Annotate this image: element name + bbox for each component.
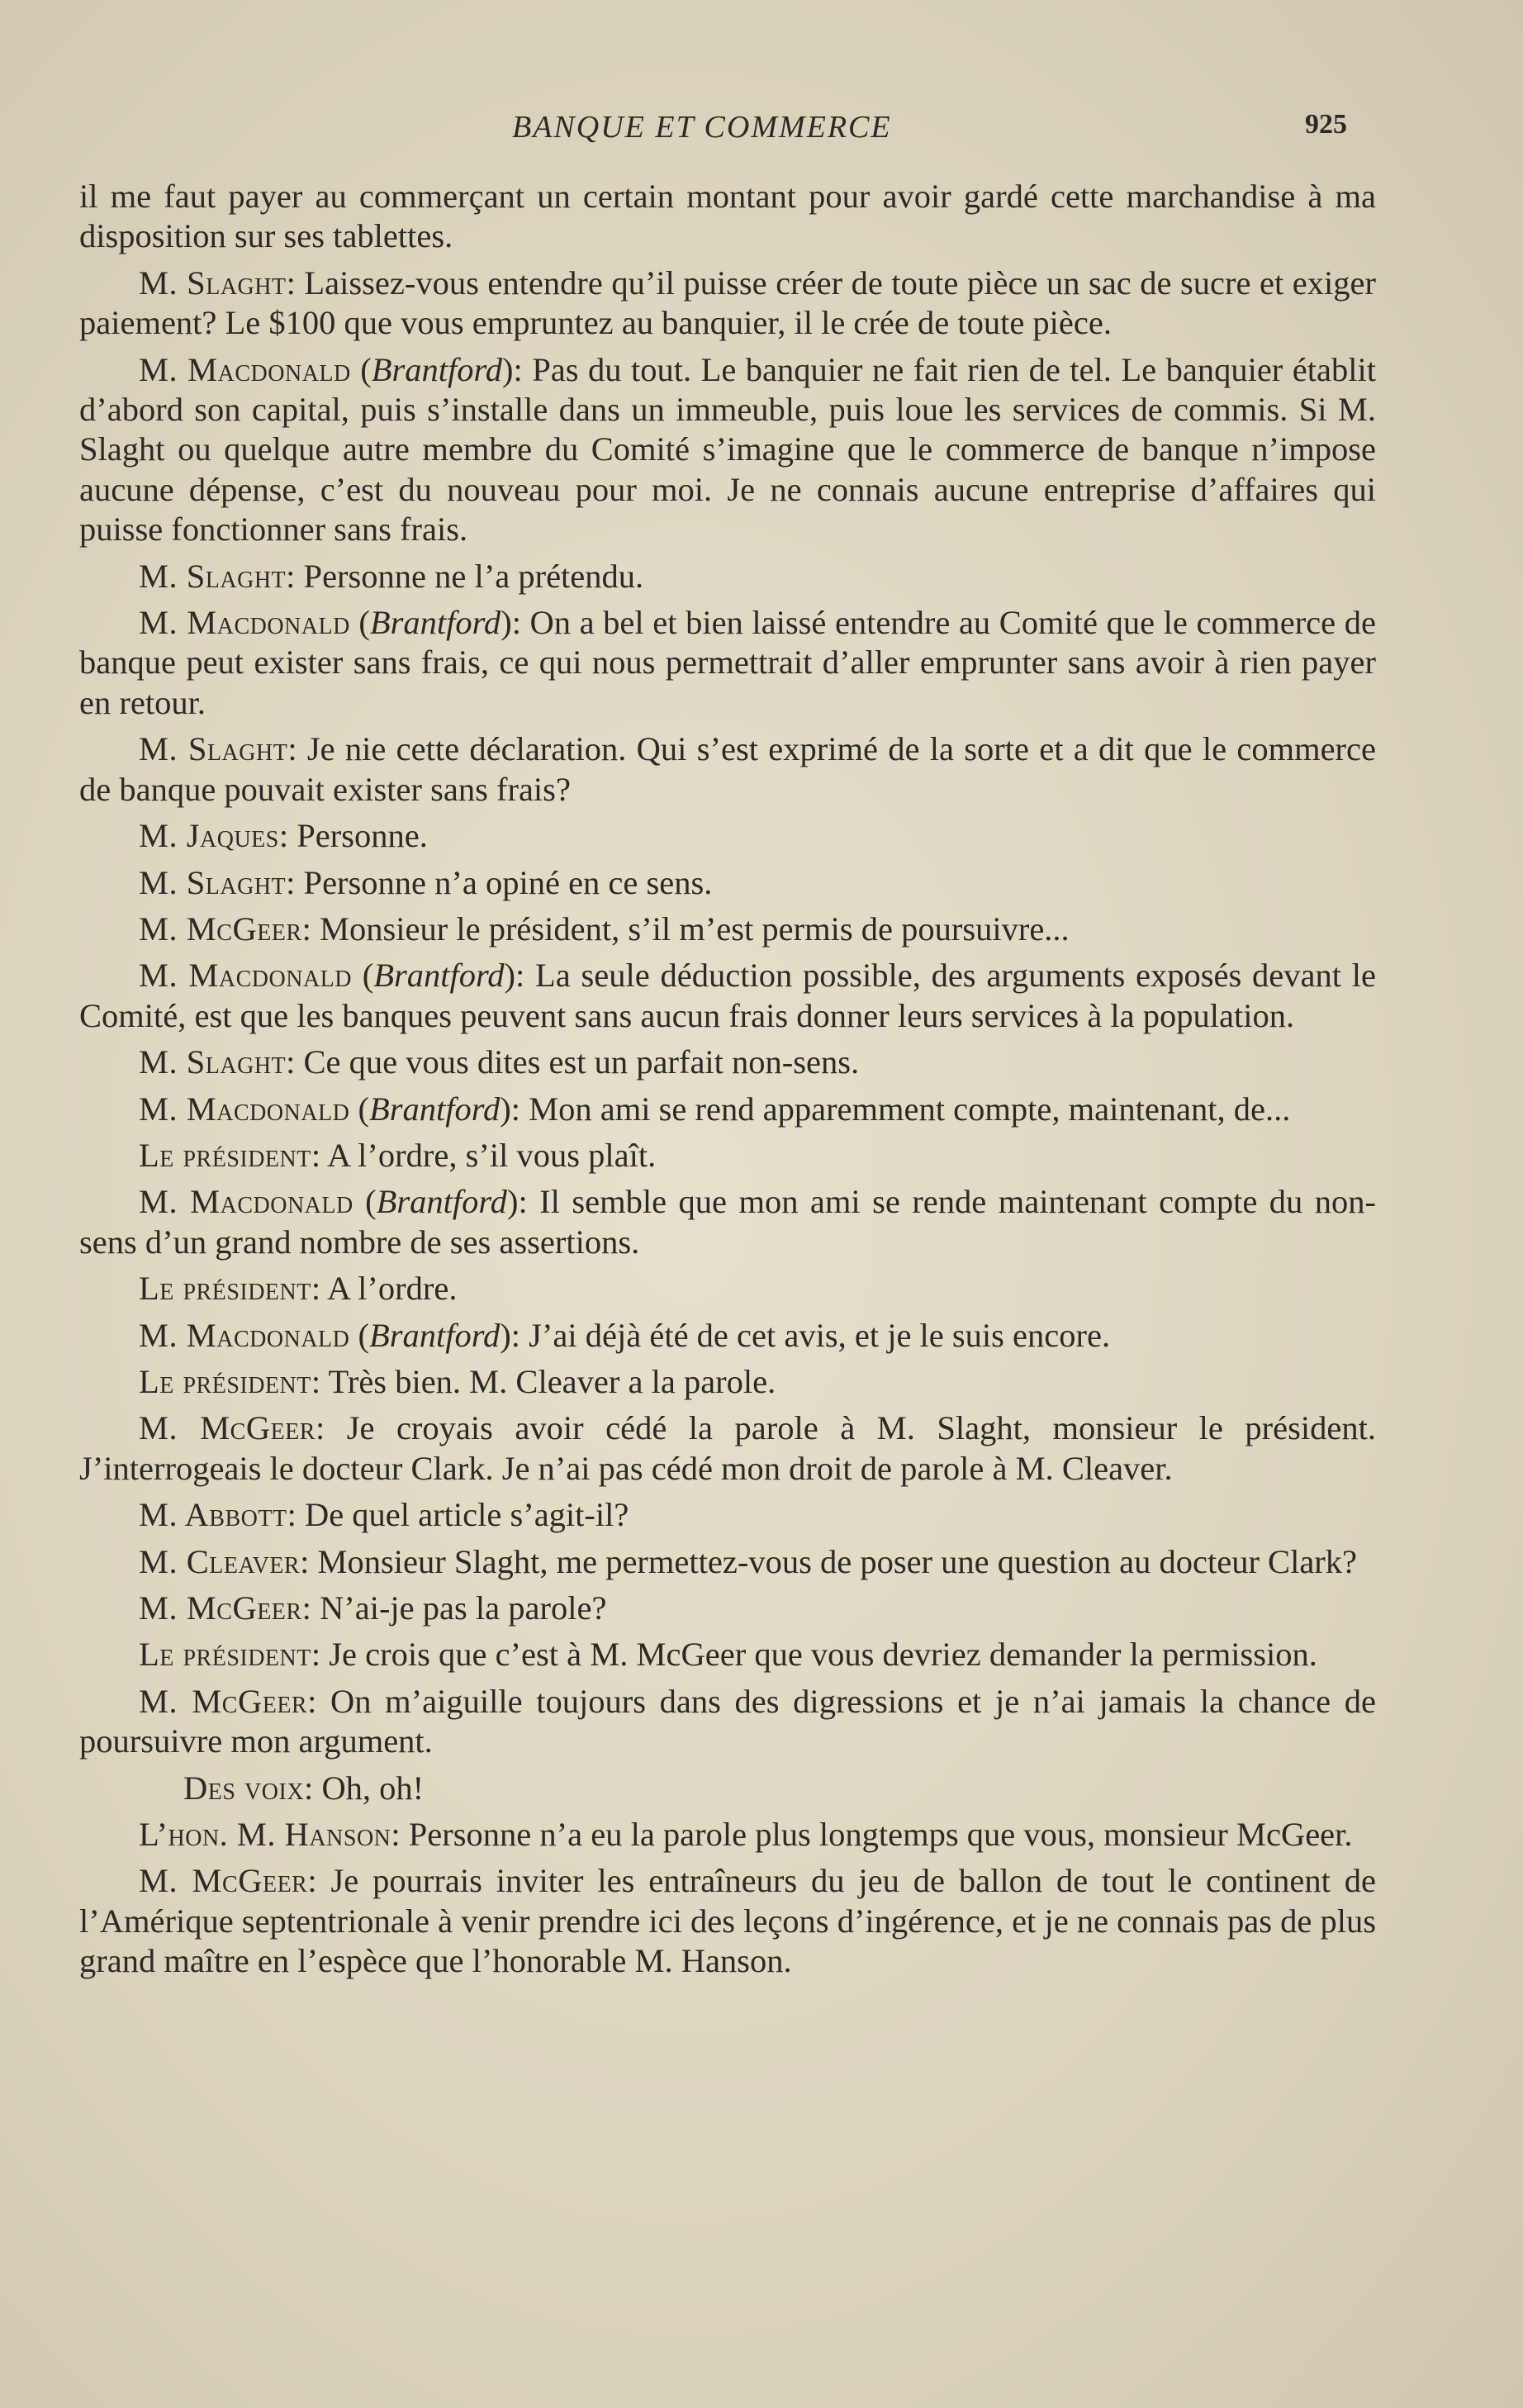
speaker-name: M. McGeer	[139, 1409, 316, 1447]
transcript-paragraph: M. Macdonald (Brantford): On a bel et bien laissé entendre au Comité que le commerce de banque peut exister sans frais, ce qui nous permettrait d’aller emprunter sans avoir à rien payer en retour.	[79, 604, 1376, 721]
transcript-paragraph: M. Cleaver: Monsieur Slaght, me permettez-vous de poser une question au docteur Clark?	[139, 1542, 1358, 1580]
speaker-name: M. Macdonald	[139, 1183, 353, 1221]
speaker-riding: Brantford	[373, 957, 505, 995]
speech-text: A l’ordre, s’il vous plaît.	[327, 1136, 657, 1174]
speech-text: Très bien. M. Cleaver a la parole.	[328, 1362, 776, 1400]
transcript-paragraph: Le président: A l’ordre.	[139, 1270, 458, 1308]
transcript-paragraph: M. McGeer: Je pourrais inviter les entraîneurs du jeu de ballon de tout le continent de l’Amérique septentrionale à venir prendre ici des leçons d’ingérence, et je ne connais pas de plus grand maître en l’espèce que l’honorable M. Hanson.	[79, 1862, 1376, 1980]
speaker-riding: Brantford	[376, 1183, 507, 1221]
speech-text: N’ai-je pas la parole?	[319, 1589, 607, 1627]
transcript-paragraph: M. Macdonald (Brantford): Il semble que mon ami se rende maintenant compte du non-sens d’un grand nombre de ses assertions.	[79, 1183, 1376, 1261]
speech-text: Je nie cette déclaration. Qui s’est exprimé de la sorte et a dit que le commerce de banque pouvait exister sans frais?	[79, 730, 1376, 808]
transcript-paragraph: M. Jaques: Personne.	[139, 817, 428, 855]
speech-text: Je crois que c’est à M. McGeer que vous devriez demander la permission.	[329, 1636, 1317, 1674]
speech-text: J’ai déjà été de cet avis, et je le suis encore.	[529, 1316, 1111, 1354]
speaker-riding: Brantford	[369, 1090, 501, 1128]
speech-text: Personne.	[297, 817, 428, 855]
speech-text: Personne ne l’a prétendu.	[303, 557, 644, 595]
speaker-name: Le président	[139, 1362, 311, 1400]
speech-text: De quel article s’agit-il?	[304, 1496, 629, 1534]
speaker-name: M. McGeer	[139, 910, 302, 948]
speaker-name: M. McGeer	[139, 1862, 308, 1900]
transcript-paragraph: M. Macdonald (Brantford): La seule déduction possible, des arguments exposés devant le Comité, est que les banques peuvent sans aucun frais donner leurs services à la population.	[79, 957, 1376, 1034]
transcript-paragraph: Le président: Très bien. M. Cleaver a la parole.	[139, 1362, 776, 1400]
speech-text: il me faut payer au commerçant un certain montant pour avoir gardé cette marchandise à ma disposition sur ses tablettes.	[79, 178, 1376, 255]
speaker-name: M. Slaght	[139, 730, 288, 768]
speaker-name: M. Slaght	[139, 863, 287, 901]
transcript-paragraph: Le président: A l’ordre, s’il vous plaît.	[139, 1136, 657, 1174]
speech-text: Oh, oh!	[321, 1769, 425, 1807]
transcript-paragraph: Des voix: Oh, oh!	[183, 1769, 425, 1807]
transcript-paragraph: M. McGeer: On m’aiguille toujours dans des digressions et je n’ai jamais la chance de poursuivre mon argument.	[79, 1682, 1376, 1760]
speech-text: On a bel et bien laissé entendre au Comité que le commerce de banque peut exister sans frais, ce qui nous permettrait d’aller emprunter sans avoir à rien payer en retour.	[79, 604, 1376, 721]
transcript-paragraph: M. Slaght: Laissez-vous entendre qu’il puisse créer de toute pièce un sac de sucre et exiger paiement? Le $100 que vous empruntez au banquier, il le crée de toute pièce.	[79, 264, 1376, 342]
transcript-paragraph: M. Abbott: De quel article s’agit-il?	[139, 1496, 629, 1534]
speaker-name: Des voix	[183, 1769, 305, 1807]
page-header	[0, 109, 1523, 159]
speech-text: Pas du tout. Le banquier ne fait rien de tel. Le banquier établit d’abord son capital, puis s’installe dans un immeuble, puis loue les services de commis. Si M. Slaght ou quelque autre membre du Comité s’imagine que le commerce de banque n’impose aucune dépense, c’est du nouveau pour moi. Je ne connais aucune entreprise d’affaires qui puisse fonctionner sans frais.	[79, 350, 1376, 549]
speaker-name: L’hon. M. Hanson	[139, 1816, 391, 1854]
speaker-name: M. Slaght	[139, 264, 287, 302]
speaker-name: Le président	[139, 1136, 311, 1174]
speaker-name: M. McGeer	[139, 1682, 308, 1720]
transcript-paragraph: M. Slaght: Je nie cette déclaration. Qui s’est exprimé de la sorte et a dit que le commerce de banque pouvait exister sans frais?	[79, 730, 1376, 808]
speaker-riding: Brantford	[369, 604, 501, 642]
speaker-name: M. Macdonald	[139, 350, 351, 388]
speaker-name: Le président	[139, 1636, 311, 1674]
speech-text: A l’ordre.	[327, 1270, 458, 1308]
speaker-name: M. Slaght	[139, 557, 287, 595]
transcript-paragraph: M. Macdonald (Brantford): Mon ami se rend apparemment compte, maintenant, de...	[139, 1090, 1291, 1128]
transcript-paragraph: M. McGeer: Monsieur le président, s’il m’est permis de poursuivre...	[139, 910, 1070, 948]
speaker-riding: Brantford	[369, 1316, 501, 1354]
speech-text: Monsieur le président, s’il m’est permis de poursuivre...	[319, 910, 1070, 948]
transcript-paragraph: M. McGeer: Je croyais avoir cédé la parole à M. Slaght, monsieur le président. J’interrogeais le docteur Clark. Je n’ai pas cédé mon droit de parole à M. Cleaver.	[79, 1409, 1376, 1487]
speech-text: Monsieur Slaght, me permettez-vous de poser une question au docteur Clark?	[317, 1542, 1358, 1580]
speaker-name: M. Macdonald	[139, 957, 353, 995]
speaker-name: M. Cleaver	[139, 1542, 301, 1580]
speech-text: Mon ami se rend apparemment compte, maintenant, de...	[529, 1090, 1291, 1128]
speech-text: Personne n’a opiné en ce sens.	[303, 863, 713, 901]
speaker-name: M. Abbott	[139, 1496, 287, 1534]
speech-text: On m’aiguille toujours dans des digressions et je n’ai jamais la chance de poursuivre mon argument.	[79, 1682, 1376, 1760]
transcript-paragraph	[79, 177, 1376, 257]
speech-text: La seule déduction possible, des arguments exposés devant le Comité, est que les banques peuvent sans aucun frais donner leurs services à la population.	[79, 957, 1376, 1034]
speaker-name: M. Macdonald	[139, 1090, 350, 1128]
speaker-name: M. Macdonald	[139, 604, 350, 642]
transcript-paragraph: L’hon. M. Hanson: Personne n’a eu la parole plus longtemps que vous, monsieur McGeer.	[139, 1816, 1353, 1854]
transcript-paragraph: Le président: Je crois que c’est à M. McGeer que vous devriez demander la permission.	[139, 1636, 1317, 1674]
transcript-paragraph: M. Slaght: Ce que vous dites est un parfait non-sens.	[139, 1043, 860, 1081]
speaker-name: Le président	[139, 1270, 311, 1308]
transcript-paragraph: M. McGeer: N’ai-je pas la parole?	[139, 1589, 607, 1627]
speaker-name: M. McGeer	[139, 1589, 302, 1627]
transcript-paragraph: M. Slaght: Personne n’a opiné en ce sens.	[139, 863, 713, 901]
speaker-riding: Brantford	[371, 350, 502, 388]
running-title: BANQUE ET COMMERCE	[512, 110, 892, 145]
speaker-name: M. Macdonald	[139, 1316, 350, 1354]
speaker-name: M. Slaght	[139, 1043, 287, 1081]
speech-text: Personne n’a eu la parole plus longtemps que vous, monsieur McGeer.	[408, 1816, 1353, 1854]
page-number: 925	[1305, 109, 1347, 140]
speech-text: Ce que vous dites est un parfait non-sens.	[303, 1043, 860, 1081]
transcript-paragraph: M. Macdonald (Brantford): J’ai déjà été de cet avis, et je le suis encore.	[139, 1316, 1111, 1354]
speech-text: Je croyais avoir cédé la parole à M. Slaght, monsieur le président. J’interrogeais le docteur Clark. Je n’ai pas cédé mon droit de parole à M. Cleaver.	[79, 1409, 1376, 1487]
transcript-paragraph: M. Macdonald (Brantford): Pas du tout. Le banquier ne fait rien de tel. Le banquier établit d’abord son capital, puis s’installe dans un immeuble, puis loue les services de commis. Si M. Slaght ou quelque autre membre du Comité s’imagine que le commerce de banque n’impose aucune dépense, c’est du nouveau pour moi. Je ne connais aucune entreprise d’affaires qui puisse fonctionner sans frais.	[79, 350, 1376, 549]
speech-text: Laissez-vous entendre qu’il puisse créer de toute pièce un sac de sucre et exiger paiement? Le $100 que vous empruntez au banquier, il le crée de toute pièce.	[79, 264, 1376, 342]
speech-text: Je pourrais inviter les entraîneurs du jeu de ballon de tout le continent de l’Amérique septentrionale à venir prendre ici des leçons d’ingérence, et je ne connais pas de plus grand maître en l’espèce que l’honorable M. Hanson.	[79, 1862, 1376, 1980]
speech-text: Il semble que mon ami se rende maintenant compte du non-sens d’un grand nombre de ses assertions.	[79, 1183, 1376, 1261]
transcript-body	[79, 177, 1376, 1988]
transcript-paragraph: M. Slaght: Personne ne l’a prétendu.	[139, 557, 644, 595]
speaker-name: M. Jaques	[139, 817, 279, 855]
